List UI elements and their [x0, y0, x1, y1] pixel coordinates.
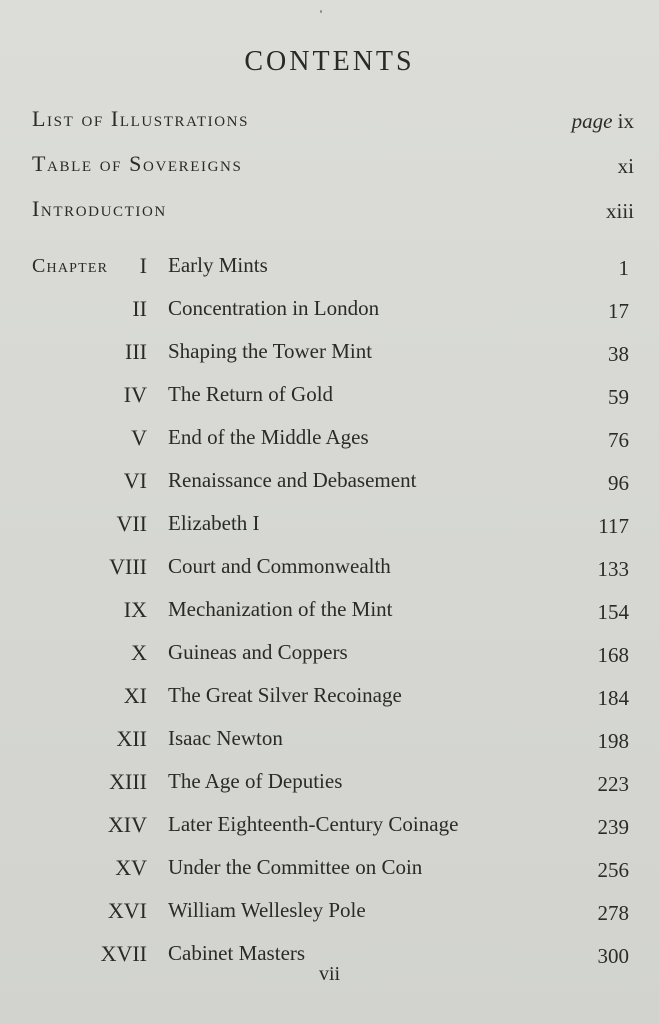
chapter-page: 59 — [608, 385, 629, 409]
chapter-number: IX — [123, 597, 147, 622]
chapter-row — [0, 468, 659, 498]
chapter-row — [0, 425, 659, 455]
toc-entry-page: xi — [617, 154, 634, 178]
chapter-page: 168 — [597, 643, 629, 667]
chapter-page: 38 — [608, 342, 629, 366]
chapter-row — [0, 683, 659, 713]
chapter-row — [0, 511, 659, 541]
chapter-number: X — [131, 640, 147, 665]
chapter-row — [0, 855, 659, 885]
chapter-number: VIII — [109, 554, 147, 579]
chapter-title: Cabinet Masters — [168, 941, 306, 965]
chapter-number: I — [139, 253, 147, 278]
toc-entry-label: Introduction — [32, 196, 167, 221]
chapter-number: III — [125, 339, 147, 364]
chapter-page: 96 — [608, 471, 629, 495]
chapter-row — [0, 382, 659, 412]
chapter-number: IV — [123, 382, 147, 407]
chapter-number: XIV — [107, 812, 147, 837]
page-word: page — [571, 109, 613, 133]
chapter-page: 1 — [618, 256, 629, 280]
chapter-row — [0, 597, 659, 627]
chapter-page: 117 — [598, 514, 629, 538]
chapter-title: The Great Silver Recoinage — [168, 683, 402, 707]
chapter-title: Early Mints — [168, 253, 268, 277]
chapter-page: 154 — [597, 600, 629, 624]
toc-entry-label: List of Illustrations — [32, 106, 250, 131]
chapter-title: The Age of Deputies — [168, 769, 343, 793]
chapter-row — [0, 253, 659, 283]
chapter-number: XVI — [107, 898, 147, 923]
chapter-title: Guineas and Coppers — [168, 640, 348, 664]
chapter-title: The Return of Gold — [168, 382, 334, 406]
chapter-page: 256 — [597, 858, 629, 882]
paper-speck — [320, 10, 322, 13]
page-folio: vii — [318, 963, 341, 985]
chapter-number: XVII — [100, 941, 147, 966]
chapter-row — [0, 339, 659, 369]
chapter-title: Later Eighteenth-Century Coinage — [168, 812, 459, 836]
chapter-title: Mechanization of the Mint — [168, 597, 393, 621]
chapter-page: 278 — [597, 901, 629, 925]
chapter-title: Isaac Newton — [168, 726, 283, 750]
chapter-page: 76 — [608, 428, 629, 452]
chapter-title: Under the Committee on Coin — [168, 855, 423, 879]
chapter-page: 300 — [597, 944, 629, 968]
toc-entry-list-of-illustrations — [32, 106, 634, 136]
chapter-title: William Wellesley Pole — [168, 898, 366, 922]
chapter-row — [0, 898, 659, 928]
chapter-number: II — [132, 296, 147, 321]
toc-entry-page: xiii — [605, 199, 634, 223]
chapter-page: 223 — [597, 772, 629, 796]
chapter-page: 198 — [597, 729, 629, 753]
toc-entry-table-of-sovereigns — [32, 151, 634, 181]
chapter-number: V — [131, 425, 147, 450]
chapter-page: 133 — [597, 557, 629, 581]
chapter-row — [0, 812, 659, 842]
chapter-title: End of the Middle Ages — [168, 425, 369, 449]
chapter-number: XIII — [109, 769, 147, 794]
chapter-number: XI — [123, 683, 147, 708]
page-title: CONTENTS — [244, 46, 415, 77]
chapter-row — [0, 554, 659, 584]
chapter-title: Court and Commonwealth — [168, 554, 391, 578]
chapter-page: 184 — [597, 686, 629, 710]
chapter-number: VII — [116, 511, 147, 536]
chapter-row — [0, 296, 659, 326]
toc-entry-page — [572, 109, 634, 134]
chapter-page: 239 — [597, 815, 629, 839]
toc-entry-introduction — [32, 196, 634, 226]
chapter-title: Elizabeth I — [168, 511, 260, 535]
chapter-number: XV — [115, 855, 147, 880]
page-number: ix — [617, 109, 634, 133]
chapter-row — [0, 726, 659, 756]
chapter-row — [0, 769, 659, 799]
chapter-title: Shaping the Tower Mint — [168, 339, 373, 363]
chapter-number: XII — [116, 726, 147, 751]
chapter-title: Concentration in London — [168, 296, 380, 320]
chapter-page: 17 — [608, 299, 629, 323]
chapter-word: Chapter — [32, 255, 109, 277]
chapter-number: VI — [123, 468, 147, 493]
chapter-title: Renaissance and Debasement — [168, 468, 417, 492]
toc-entry-label: Table of Sovereigns — [32, 151, 243, 176]
chapter-row — [0, 640, 659, 670]
